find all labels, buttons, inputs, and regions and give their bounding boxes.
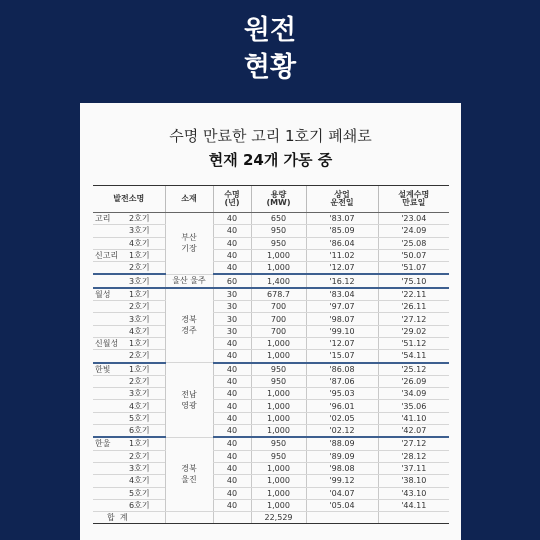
cell-plant	[93, 363, 165, 376]
cell-capacity: 1,400	[251, 274, 306, 287]
heading-line-1: 원전	[243, 15, 297, 46]
cell-life: 40	[213, 213, 251, 225]
table-row	[93, 450, 449, 462]
cell-operation: '99.12	[306, 475, 378, 487]
cell-plant	[93, 425, 165, 438]
cell-life: 40	[213, 363, 251, 376]
unit-name: 6호기	[129, 500, 150, 510]
cell-operation: '83.07	[306, 213, 378, 225]
cell-life: 40	[213, 400, 251, 412]
cell-plant	[93, 388, 165, 400]
unit-name: 4호기	[129, 326, 150, 336]
cell-life: 40	[213, 249, 251, 261]
cell-plant	[93, 274, 165, 287]
cell-life: 40	[213, 450, 251, 462]
cell-capacity: 678.7	[251, 288, 306, 301]
cell-life: 40	[213, 375, 251, 387]
cell-plant	[93, 337, 165, 349]
cell-operation: '02.05	[306, 412, 378, 424]
header-capacity: 용량 (MW)	[251, 186, 306, 213]
cell-expiry: '23.04	[378, 213, 449, 225]
cell-capacity: 1,000	[251, 249, 306, 261]
cell-expiry: '38.10	[378, 475, 449, 487]
cell-capacity: 1,000	[251, 262, 306, 275]
table-row	[93, 350, 449, 363]
cell-plant	[93, 450, 165, 462]
cell-capacity: 950	[251, 237, 306, 249]
unit-name: 6호기	[129, 426, 150, 436]
cell-plant	[93, 213, 165, 225]
cell-life: 40	[213, 337, 251, 349]
table-row	[93, 375, 449, 387]
cell-expiry: '41.10	[378, 412, 449, 424]
cell-expiry: '34.09	[378, 388, 449, 400]
cell-life: 60	[213, 274, 251, 287]
unit-name: 3호기	[129, 389, 150, 399]
cell-operation: '85.09	[306, 225, 378, 237]
unit-name: 1호기	[129, 339, 150, 349]
cell-expiry: '35.06	[378, 400, 449, 412]
cell-expiry: '28.12	[378, 450, 449, 462]
total-capacity: 22,529	[251, 512, 306, 524]
unit-name: 3호기	[129, 314, 150, 324]
cell-life: 40	[213, 350, 251, 363]
cell-expiry: '51.07	[378, 262, 449, 275]
cell-operation: '99.10	[306, 325, 378, 337]
header-operation: 상업 운전일	[306, 186, 378, 213]
cell-capacity: 950	[251, 375, 306, 387]
table-row	[93, 262, 449, 275]
unit-name: 5호기	[129, 488, 150, 498]
table-row	[93, 274, 449, 287]
table-row	[93, 425, 449, 438]
cell-plant	[93, 499, 165, 511]
cell-life: 40	[213, 412, 251, 424]
heading-line-2: 현황	[243, 52, 297, 83]
table-row	[93, 475, 449, 487]
cell-plant	[93, 350, 165, 363]
cell-capacity: 1,000	[251, 425, 306, 438]
cell-expiry: '26.09	[378, 375, 449, 387]
cell-expiry: '25.08	[378, 237, 449, 249]
table-row	[93, 237, 449, 249]
cell-capacity: 950	[251, 363, 306, 376]
total-empty-cell	[306, 512, 378, 524]
cell-life: 30	[213, 301, 251, 313]
cell-capacity: 1,000	[251, 412, 306, 424]
cell-life: 40	[213, 499, 251, 511]
table-row	[93, 213, 449, 225]
table-header-row	[93, 186, 449, 213]
cell-capacity: 1,000	[251, 400, 306, 412]
cell-expiry: '37.11	[378, 462, 449, 474]
cell-plant	[93, 375, 165, 387]
cell-capacity: 1,000	[251, 462, 306, 474]
cell-operation: '98.08	[306, 462, 378, 474]
cell-operation: '97.07	[306, 301, 378, 313]
unit-name: 1호기	[129, 289, 150, 299]
plant-table	[93, 185, 449, 524]
cell-capacity: 1,000	[251, 499, 306, 511]
table-row	[93, 313, 449, 325]
cell-location: 경북 울진	[165, 437, 213, 511]
cell-capacity: 950	[251, 225, 306, 237]
cell-plant	[93, 225, 165, 237]
cell-operation: '12.07	[306, 262, 378, 275]
table-row	[93, 388, 449, 400]
cell-plant	[93, 301, 165, 313]
cell-expiry: '27.12	[378, 437, 449, 450]
cell-life: 40	[213, 462, 251, 474]
cell-plant	[93, 487, 165, 499]
header-location: 소재	[165, 186, 213, 213]
unit-name: 1호기	[129, 439, 150, 449]
cell-operation: '11.02	[306, 249, 378, 261]
cell-capacity: 1,000	[251, 487, 306, 499]
cell-plant	[93, 400, 165, 412]
cell-expiry: '26.11	[378, 301, 449, 313]
cell-capacity: 1,000	[251, 337, 306, 349]
cell-plant	[93, 475, 165, 487]
cell-life: 40	[213, 388, 251, 400]
cell-life: 40	[213, 487, 251, 499]
table-row	[93, 412, 449, 424]
table-row	[93, 337, 449, 349]
cell-life: 30	[213, 325, 251, 337]
cell-life: 40	[213, 262, 251, 275]
cell-operation: '87.06	[306, 375, 378, 387]
cell-expiry: '51.12	[378, 337, 449, 349]
cell-expiry: '75.10	[378, 274, 449, 287]
total-empty-cell	[213, 512, 251, 524]
total-label: 합 계	[93, 512, 165, 524]
cell-plant	[93, 325, 165, 337]
plant-name: 한울	[95, 439, 111, 449]
cell-location: 울산 울주	[165, 274, 213, 287]
cell-plant	[93, 262, 165, 275]
table-row	[93, 462, 449, 474]
cell-capacity: 1,000	[251, 350, 306, 363]
cell-operation: '02.12	[306, 425, 378, 438]
cell-life: 30	[213, 288, 251, 301]
cell-operation: '89.09	[306, 450, 378, 462]
cell-expiry: '27.12	[378, 313, 449, 325]
cell-plant	[93, 249, 165, 261]
unit-name: 1호기	[129, 251, 150, 261]
cell-expiry: '24.09	[378, 225, 449, 237]
cell-plant	[93, 313, 165, 325]
cell-expiry: '25.12	[378, 363, 449, 376]
table-row	[93, 363, 449, 376]
cell-expiry: '50.07	[378, 249, 449, 261]
header-plant: 발전소명	[93, 186, 165, 213]
unit-name: 2호기	[129, 377, 150, 386]
cell-life: 40	[213, 425, 251, 438]
cell-operation: '12.07	[306, 337, 378, 349]
cell-location: 경북 경주	[165, 288, 213, 363]
cell-operation: '95.03	[306, 388, 378, 400]
cell-life: 40	[213, 225, 251, 237]
table-row	[93, 325, 449, 337]
total-row	[93, 512, 449, 524]
cell-operation: '96.01	[306, 400, 378, 412]
cell-capacity: 950	[251, 450, 306, 462]
plant-name: 한빛	[95, 364, 111, 374]
table-row	[93, 301, 449, 313]
table-row	[93, 487, 449, 499]
cell-expiry: '44.11	[378, 499, 449, 511]
unit-name: 2호기	[129, 351, 150, 361]
cell-expiry: '29.02	[378, 325, 449, 337]
unit-name: 1호기	[129, 364, 150, 374]
cell-capacity: 1,000	[251, 475, 306, 487]
cell-capacity: 1,000	[251, 388, 306, 400]
cell-operation: '86.04	[306, 237, 378, 249]
cell-plant	[93, 462, 165, 474]
cell-operation: '86.08	[306, 363, 378, 376]
card-subtitle: 수명 만료한 고리 1호기 폐쇄로	[169, 127, 372, 145]
cell-operation: '15.07	[306, 350, 378, 363]
plant-name: 신고리	[95, 251, 119, 261]
cell-plant	[93, 237, 165, 249]
cell-life: 30	[213, 313, 251, 325]
table-row	[93, 437, 449, 450]
unit-name: 2호기	[129, 302, 150, 312]
cell-plant	[93, 437, 165, 450]
unit-name: 3호기	[129, 276, 150, 286]
cell-plant	[93, 288, 165, 301]
card-headline: 현재 24개 가동 중	[208, 151, 333, 169]
unit-name: 2호기	[129, 263, 150, 273]
cell-life: 40	[213, 237, 251, 249]
header-life: 수명 (년)	[213, 186, 251, 213]
unit-name: 3호기	[129, 226, 150, 236]
table-row	[93, 499, 449, 511]
cell-operation: '83.04	[306, 288, 378, 301]
cell-location: 부산 기장	[165, 213, 213, 275]
cell-life: 40	[213, 437, 251, 450]
cell-operation: '88.09	[306, 437, 378, 450]
plant-name: 월성	[95, 289, 111, 299]
cell-capacity: 700	[251, 301, 306, 313]
cell-capacity: 700	[251, 325, 306, 337]
cell-capacity: 950	[251, 437, 306, 450]
cell-location: 전남 영광	[165, 363, 213, 438]
unit-name: 3호기	[129, 464, 150, 474]
unit-name: 4호기	[129, 401, 150, 411]
unit-name: 4호기	[129, 476, 150, 486]
cell-operation: '98.07	[306, 313, 378, 325]
cell-expiry: '42.07	[378, 425, 449, 438]
header-expiry: 설계수명 만료일	[378, 186, 449, 213]
cell-operation: '04.07	[306, 487, 378, 499]
unit-name: 2호기	[129, 451, 150, 461]
cell-operation: '16.12	[306, 274, 378, 287]
total-empty-cell	[378, 512, 449, 524]
total-empty-cell	[165, 512, 213, 524]
cell-expiry: '43.10	[378, 487, 449, 499]
plant-name: 고리	[95, 214, 111, 224]
cell-expiry: '22.11	[378, 288, 449, 301]
plant-name: 신월성	[95, 339, 119, 349]
cell-capacity: 700	[251, 313, 306, 325]
table-row	[93, 288, 449, 301]
unit-name: 5호기	[129, 413, 150, 423]
cell-operation: '05.04	[306, 499, 378, 511]
table-row	[93, 249, 449, 261]
cell-life: 40	[213, 475, 251, 487]
table-row	[93, 400, 449, 412]
cell-capacity: 650	[251, 213, 306, 225]
cell-expiry: '54.11	[378, 350, 449, 363]
unit-name: 2호기	[129, 214, 150, 224]
document-card	[80, 103, 461, 540]
unit-name: 4호기	[129, 238, 150, 248]
cell-plant	[93, 412, 165, 424]
table-row	[93, 225, 449, 237]
